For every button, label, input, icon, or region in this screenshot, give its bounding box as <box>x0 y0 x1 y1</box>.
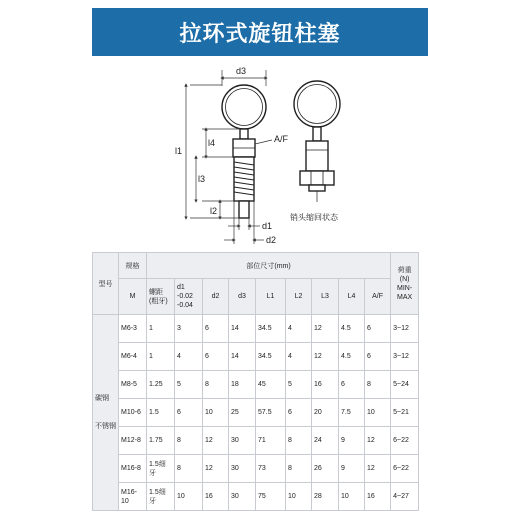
technical-drawing <box>150 62 380 250</box>
cell-m: M12-8 <box>119 427 147 455</box>
cell-d1: 8 <box>175 455 203 483</box>
cell-l3: 26 <box>312 455 339 483</box>
cell-l2: 8 <box>286 427 312 455</box>
cell-l2: 4 <box>286 315 312 343</box>
cell-load: 5~21 <box>391 399 419 427</box>
cell-d1: 5 <box>175 371 203 399</box>
cell-l2: 6 <box>286 399 312 427</box>
cell-m: M6-3 <box>119 315 147 343</box>
cell-l1: 45 <box>256 371 286 399</box>
cell-af: 6 <box>365 315 391 343</box>
cell-load: 3~12 <box>391 315 419 343</box>
plunger-retracted-view <box>294 81 340 202</box>
cell-l1: 75 <box>256 483 286 511</box>
header-pitch: 螺距 (粗牙) <box>147 279 175 315</box>
cell-pitch: 1 <box>147 315 175 343</box>
cell-d3: 25 <box>229 399 256 427</box>
cell-l3: 16 <box>312 371 339 399</box>
cell-d3: 14 <box>229 343 256 371</box>
cell-af: 10 <box>365 399 391 427</box>
cell-l4: 6 <box>339 371 365 399</box>
hex-nut-retracted <box>300 171 334 185</box>
cell-l4: 7.5 <box>339 399 365 427</box>
cell-load: 6~22 <box>391 455 419 483</box>
table-row <box>93 315 419 343</box>
pull-ring <box>222 85 266 129</box>
cell-load: 4~27 <box>391 483 419 511</box>
cell-l4: 9 <box>339 455 365 483</box>
table-row <box>93 483 419 511</box>
header-l1: L1 <box>256 279 286 315</box>
cell-d1: 4 <box>175 343 203 371</box>
cell-l3: 20 <box>312 399 339 427</box>
cell-pitch: 1.75 <box>147 427 175 455</box>
cell-load: 6~22 <box>391 427 419 455</box>
cell-m: M10-6 <box>119 399 147 427</box>
cell-m: M8-5 <box>119 371 147 399</box>
header-l3: L3 <box>312 279 339 315</box>
plunger-front-view <box>222 85 266 218</box>
table-row <box>93 455 419 483</box>
label-d3: d3 <box>236 66 247 76</box>
cell-pitch: 1 <box>147 343 175 371</box>
cell-af: 12 <box>365 427 391 455</box>
cell-d2: 8 <box>203 371 229 399</box>
cell-l2: 4 <box>286 343 312 371</box>
cell-af: 8 <box>365 371 391 399</box>
cell-d1: 10 <box>175 483 203 511</box>
cell-l1: 34.5 <box>256 343 286 371</box>
label-af: A/F <box>274 134 289 144</box>
header-dims: 部位尺寸(mm) <box>147 253 391 279</box>
cell-d3: 30 <box>229 483 256 511</box>
cell-d2: 12 <box>203 455 229 483</box>
label-d1: d1 <box>262 221 273 231</box>
cell-af: 6 <box>365 343 391 371</box>
cell-d2: 6 <box>203 343 229 371</box>
spec-table <box>92 252 419 511</box>
title-banner <box>92 8 428 56</box>
header-af: A/F <box>365 279 391 315</box>
header-spec: 规格 <box>119 253 147 279</box>
label-d2: d2 <box>266 235 277 245</box>
cell-m: M16-10 <box>119 483 147 511</box>
cell-l3: 24 <box>312 427 339 455</box>
cell-d1: 6 <box>175 399 203 427</box>
cell-af: 12 <box>365 455 391 483</box>
cell-l3: 28 <box>312 483 339 511</box>
cell-d1: 8 <box>175 427 203 455</box>
cell-l4: 10 <box>339 483 365 511</box>
cell-d2: 10 <box>203 399 229 427</box>
page-title: 拉环式旋钮柱塞 <box>179 21 341 47</box>
cell-l1: 34.5 <box>256 315 286 343</box>
cell-l3: 12 <box>312 343 339 371</box>
cell-l2: 8 <box>286 455 312 483</box>
cell-l1: 73 <box>256 455 286 483</box>
cell-l4: 4.5 <box>339 315 365 343</box>
cell-m: M16-8 <box>119 455 147 483</box>
material-cell: 碳钢 不锈钢 <box>93 315 119 511</box>
cell-load: 5~24 <box>391 371 419 399</box>
cell-pitch: 1.5 <box>147 399 175 427</box>
retracted-caption: 销头缩回状态 <box>290 213 338 222</box>
label-l4: l4 <box>208 138 216 148</box>
table-row <box>93 343 419 371</box>
cell-l1: 57.5 <box>256 399 286 427</box>
cell-d2: 16 <box>203 483 229 511</box>
cell-d2: 12 <box>203 427 229 455</box>
header-d2: d2 <box>203 279 229 315</box>
cell-load: 3~12 <box>391 343 419 371</box>
header-type: 型号 <box>93 253 119 315</box>
cell-l2: 5 <box>286 371 312 399</box>
header-l2: L2 <box>286 279 312 315</box>
header-l4: L4 <box>339 279 365 315</box>
cell-d3: 30 <box>229 427 256 455</box>
table-row <box>93 427 419 455</box>
cell-pitch: 1.5细 牙 <box>147 455 175 483</box>
header-d3: d3 <box>229 279 256 315</box>
label-l2: l2 <box>210 206 218 216</box>
header-m: M <box>119 279 147 315</box>
table-row <box>93 399 419 427</box>
cell-d2: 6 <box>203 315 229 343</box>
cell-d3: 18 <box>229 371 256 399</box>
cell-l2: 10 <box>286 483 312 511</box>
cell-d3: 30 <box>229 455 256 483</box>
cell-m: M6-4 <box>119 343 147 371</box>
cell-d3: 14 <box>229 315 256 343</box>
cell-l4: 9 <box>339 427 365 455</box>
label-l1: l1 <box>175 146 183 156</box>
plunger-diagram <box>150 62 380 250</box>
header-load: 荷重 (N) MIN- MAX <box>391 253 419 315</box>
pull-ring-retracted <box>294 81 340 127</box>
cell-l4: 4.5 <box>339 343 365 371</box>
header-d1: d1 -0.02 -0.04 <box>175 279 203 315</box>
cell-l1: 71 <box>256 427 286 455</box>
pin <box>239 201 249 218</box>
cell-l3: 12 <box>312 315 339 343</box>
cell-af: 16 <box>365 483 391 511</box>
label-l3: l3 <box>198 174 206 184</box>
cell-pitch: 1.25 <box>147 371 175 399</box>
table-row <box>93 371 419 399</box>
cell-d1: 3 <box>175 315 203 343</box>
cell-pitch: 1.5细 牙 <box>147 483 175 511</box>
